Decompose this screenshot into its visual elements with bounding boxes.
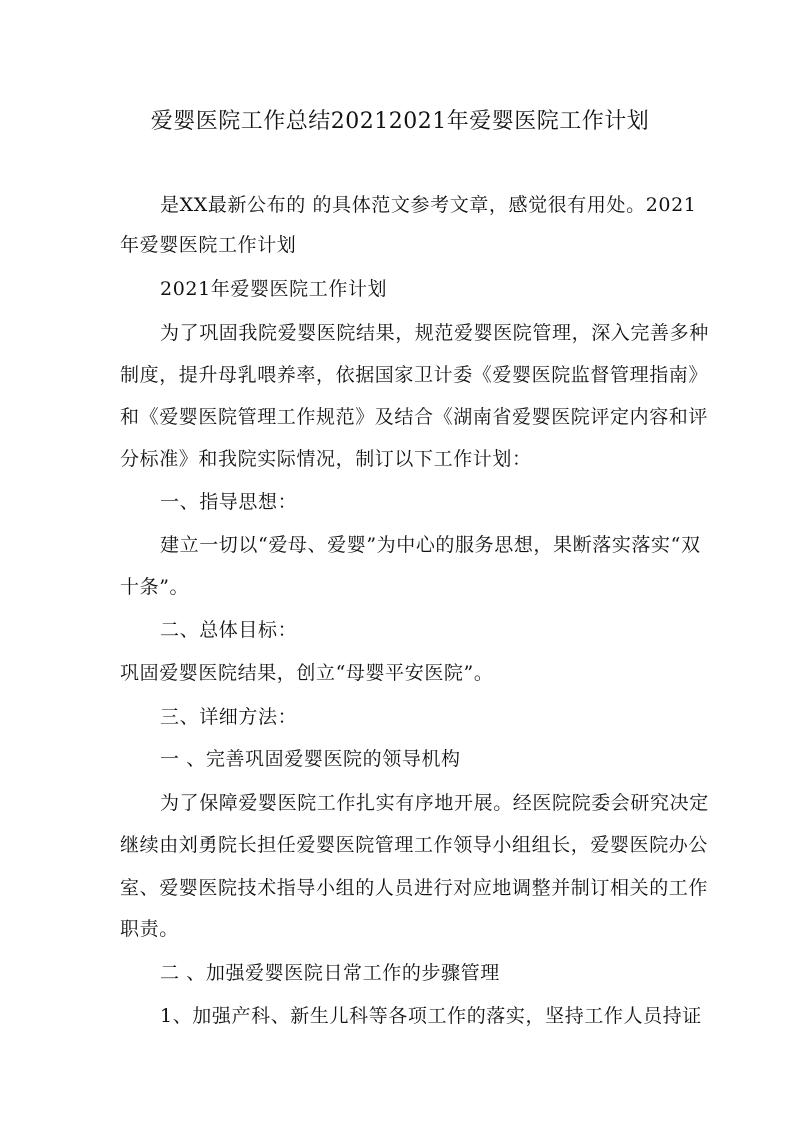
paragraph-line: 分标准》和我院实际情况，制订以下工作计划：: [120, 448, 532, 470]
paragraph-line: 职责。: [120, 918, 179, 940]
subsection-heading: 一 、完善巩固爱婴医院的领导机构: [160, 748, 461, 770]
document-title: 爱婴医院工作总结20212021年爱婴医院工作计划: [150, 109, 650, 134]
paragraph-line: 继续由刘勇院长担任爱婴医院管理工作领导小组组长，爱婴医院办公: [120, 834, 709, 856]
paragraph-line: 室、爱婴医院技术指导小组的人员进行对应地调整并制订相关的工作: [120, 877, 709, 899]
paragraph-line: 为了保障爱婴医院工作扎实有序地开展。经医院院委会研究决定: [160, 792, 709, 814]
section-heading: 二、总体目标：: [160, 619, 298, 641]
paragraph-line: 1、加强产科、新生儿科等各项工作的落实，坚持工作人员持证: [160, 1005, 702, 1027]
paragraph-line: 建立一切以“爱母、爱婴”为中心的服务思想，果断落实落实“双: [160, 534, 701, 556]
subsection-heading: 二 、加强爱婴医院日常工作的步骤管理: [160, 962, 500, 984]
section-heading: 三、详细方法：: [160, 706, 298, 728]
paragraph-line: 是XX最新公布的 的具体范文参考文章，感觉很有用处。2021: [160, 194, 697, 216]
paragraph-line: 十条”。: [120, 576, 190, 598]
paragraph-line: 为了巩固我院爱婴医院结果，规范爱婴医院管理，深入完善多种: [160, 322, 709, 344]
paragraph-line: 巩固爱婴医院结果，创立“母婴平安医院”。: [120, 662, 494, 684]
paragraph-line: 制度，提升母乳喂养率，依据国家卫计委《爱婴医院监督管理指南》: [120, 364, 709, 386]
paragraph-line: 年爱婴医院工作计划: [120, 234, 297, 256]
section-heading: 一、指导思想：: [160, 491, 298, 513]
paragraph-line: 2021年爱婴医院工作计划: [160, 278, 388, 300]
paragraph-line: 和《爱婴医院管理工作规范》及结合《湖南省爱婴医院评定内容和评: [120, 406, 709, 428]
